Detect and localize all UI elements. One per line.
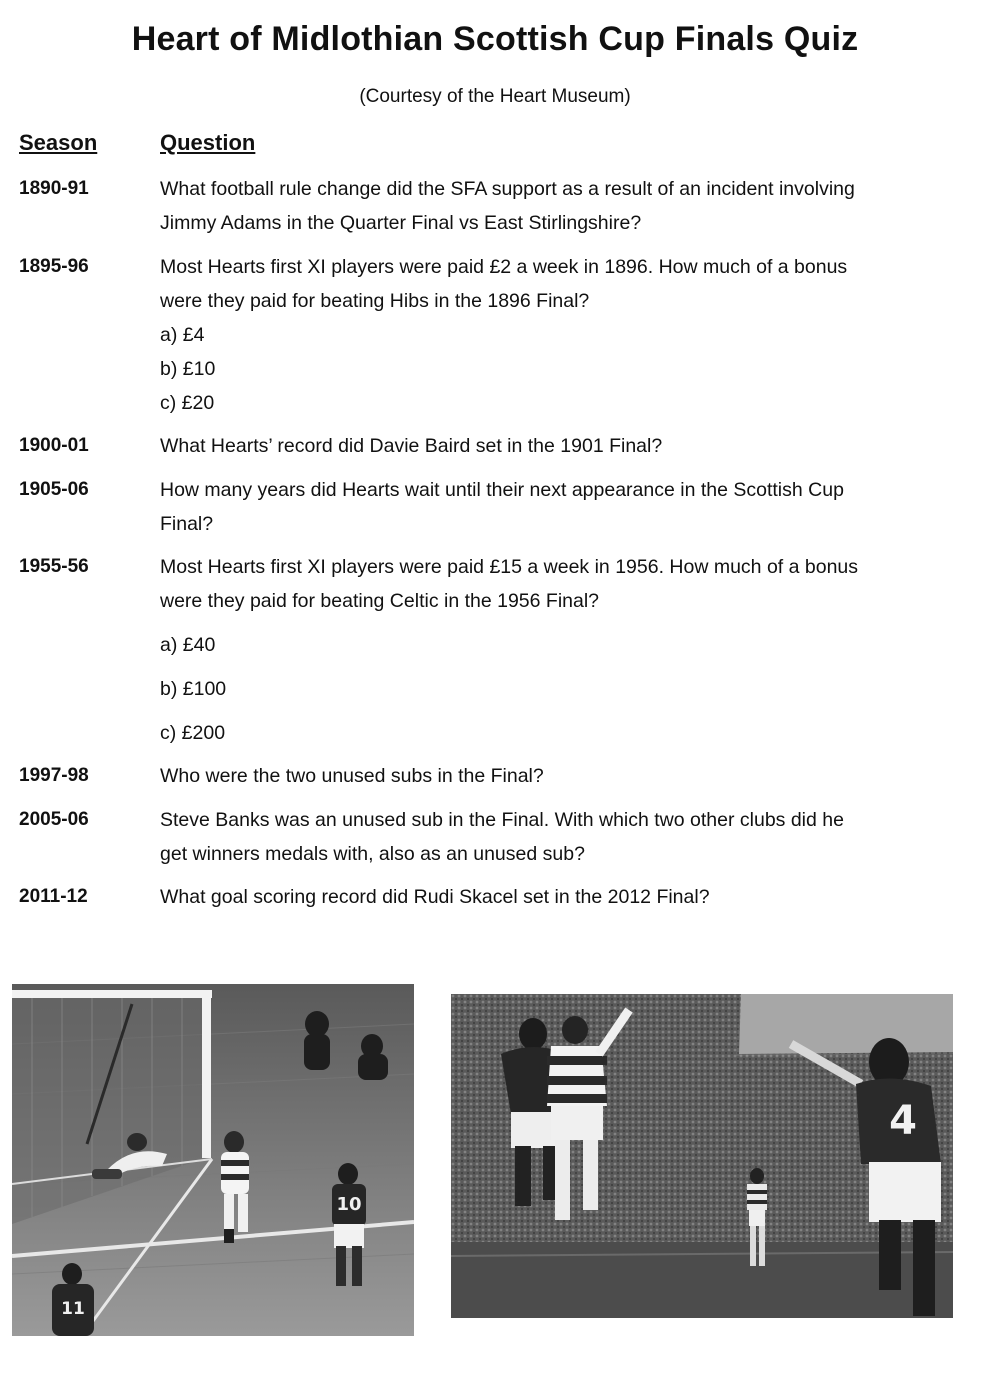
shirt-number-label: 10 — [336, 1194, 362, 1215]
shirt-number-label: 4 — [889, 1098, 917, 1144]
question-text: Steve Banks was an unused sub in the Final. With which two other clubs did he get winners medals with, also as an unused sub? — [160, 809, 844, 865]
season-label: 1905-06 — [19, 479, 89, 500]
season-label: 1895-96 — [19, 256, 89, 277]
question-text: What Hearts’ record did Davie Baird set in the 1901 Final? — [160, 435, 663, 457]
season-label: 1890-91 — [19, 178, 89, 199]
shirt-number-label: 11 — [61, 1299, 85, 1319]
photo-goalmouth-scene — [12, 984, 414, 1336]
question-text: Most Hearts first XI players were paid £15 a week in 1956. How much of a bonus were they paid for beating Celtic in the 1956 Final? — [160, 556, 859, 612]
answer-option: c) £200 — [160, 722, 226, 744]
season-label: 2005-06 — [19, 809, 89, 830]
question-text: What football rule change did the SFA support as a result of an incident involving Jimmy Adams in the Quarter Final vs East Stirlingshire? — [160, 178, 855, 234]
answer-option: a) £40 — [160, 634, 216, 656]
quiz-subtitle: (Courtesy of the Heart Museum) — [359, 86, 631, 107]
season-label: 1997-98 — [19, 765, 89, 786]
question-text: Most Hearts first XI players were paid £2 a week in 1896. How much of a bonus were they paid for beating Hibs in the 1896 Final? — [160, 256, 848, 312]
question-text: How many years did Hearts wait until their next appearance in the Scottish Cup Final? — [160, 479, 844, 535]
season-label: 1955-56 — [19, 556, 89, 577]
goalmouth-illustration — [12, 984, 414, 1336]
season-column-header: Season — [19, 130, 98, 155]
quiz-title: Heart of Midlothian Scottish Cup Finals Quiz — [131, 20, 859, 58]
answer-option: b) £10 — [160, 358, 216, 380]
answer-option: a) £4 — [160, 324, 205, 346]
question-text: What goal scoring record did Rudi Skacel set in the 2012 Final? — [160, 886, 710, 908]
answer-option: c) £20 — [160, 392, 215, 414]
season-label: 2011-12 — [19, 886, 88, 907]
question-text: Who were the two unused subs in the Final? — [160, 765, 544, 787]
season-label: 1900-01 — [19, 435, 89, 456]
question-column-header: Question — [160, 130, 256, 155]
photo-header-challenge — [451, 994, 953, 1318]
answer-option: b) £100 — [160, 678, 227, 700]
header-challenge-illustration — [451, 994, 953, 1318]
